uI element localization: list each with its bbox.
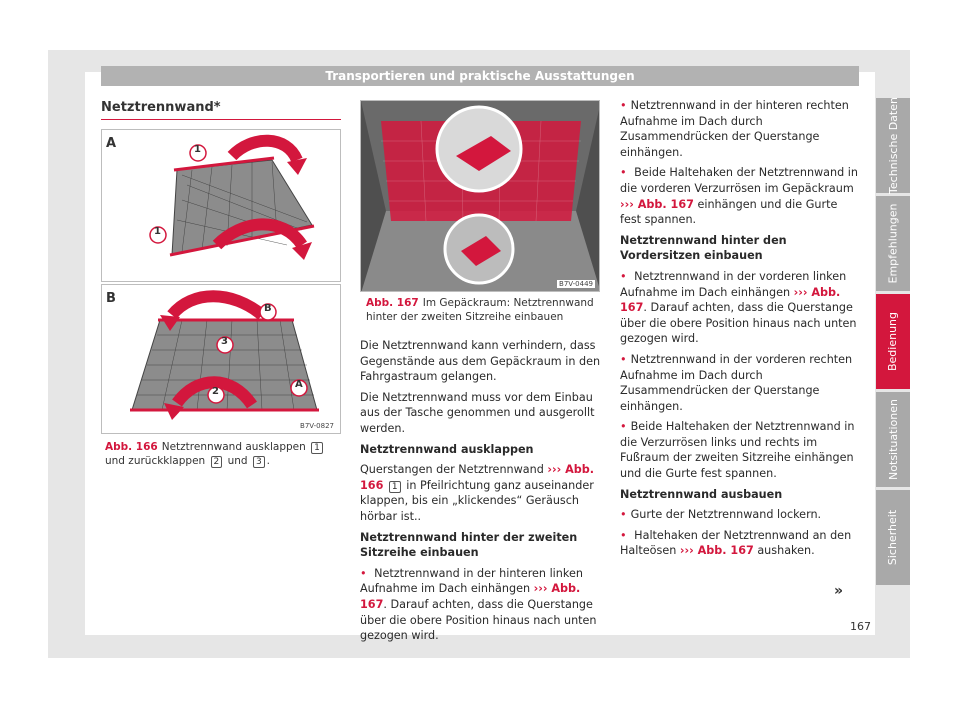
- subheading: Netztrennwand ausklappen: [360, 442, 534, 456]
- paragraph: Die Netztrennwand kann verhindern, dass Gegenstände aus dem Gepäckraum in den Fahrgastraum gelangen.: [360, 339, 601, 384]
- text-run: in Pfeilrichtung ganz auseinander klappen, bis ein „klickendes“ Geräusch hörbar ist..: [360, 478, 594, 523]
- tab-bedienung[interactable]: [876, 294, 910, 389]
- inline-marker-1: 1: [389, 481, 401, 493]
- caption-text: und zurückklappen: [105, 455, 206, 467]
- title-divider: [101, 119, 341, 120]
- figure-167: [360, 100, 600, 292]
- caption-marker-2: 2: [211, 456, 223, 468]
- cargo-area-illustration: [361, 101, 600, 292]
- figure-reference-link[interactable]: ››› Abb. 166: [360, 463, 595, 492]
- figure-reference-link[interactable]: ››› Abb. 167: [620, 197, 694, 211]
- text-run: . Darauf achten, dass die Querstange über die obere Position hinaus nach unten gezogen wird.: [620, 301, 857, 346]
- figure-reference-link[interactable]: ››› Abb. 167: [620, 285, 841, 315]
- subheading: Netztrennwand hinter den Vordersitzen einbauen: [620, 233, 787, 263]
- panel-b-label: B: [106, 291, 116, 306]
- list-item: • Netztrennwand in der vorderen rechten Aufnahme im Dach durch Zusammendrücken der Querstange einhängen.: [620, 352, 860, 414]
- subheading: Netztrennwand ausbauen: [620, 487, 783, 501]
- tab-notsituationen[interactable]: [876, 392, 910, 487]
- figure-code: B7V-0449: [559, 280, 593, 288]
- text-run: Netztrennwand in der vorderen linken Aufnahme im Dach einhängen: [620, 269, 847, 299]
- tab-label: Sicherheit: [886, 509, 900, 566]
- tab-sicherheit[interactable]: [876, 490, 910, 585]
- page-header: Transportieren und praktische Ausstattungen: [101, 66, 859, 86]
- text-run: . Darauf achten, dass die Querstange über die obere Position hinaus nach unten gezogen wird.: [360, 597, 597, 643]
- paragraph: [360, 462, 602, 524]
- list-item: [620, 528, 860, 559]
- tab-label: Bedienung: [886, 311, 900, 372]
- list-item: • Netztrennwand in der hinteren rechten Aufnahme im Dach durch Zusammendrücken der Querstange einhängen.: [620, 98, 860, 160]
- marker-3: 3: [221, 336, 228, 347]
- list-item: [620, 269, 860, 347]
- marker-1-top: 1: [194, 144, 201, 155]
- caption-text: Netztrennwand ausklappen: [161, 441, 306, 453]
- net-unfold-illustration: [102, 130, 341, 282]
- subheading: Netztrennwand hinter der zweiten Sitzreihe einbauen: [360, 530, 578, 560]
- tab-empfehlungen[interactable]: [876, 196, 910, 291]
- text-run: Netztrennwand in der hinteren linken Aufnahme im Dach einhängen: [360, 566, 583, 596]
- marker-2: 2: [212, 386, 219, 397]
- page-number: 167: [850, 620, 871, 633]
- caption-text: .: [266, 455, 271, 467]
- paragraph: Die Netztrennwand muss vor dem Einbau aus der Tasche genommen und ausgerollt werden.: [360, 390, 595, 435]
- tab-label: Notsituationen: [886, 399, 900, 480]
- figure-166-panel-b: [101, 284, 341, 434]
- list-item: • Beide Haltehaken der Netztrennwand in die Verzurrösen links und rechts im Fußraum der zweiten Sitzreihe einhängen und die Gurte fest spannen.: [620, 419, 860, 481]
- figure-reference-link[interactable]: ››› Abb. 167: [679, 544, 754, 558]
- net-fold-illustration: [102, 285, 341, 434]
- text-column-2: [360, 338, 602, 649]
- text-run: Haltehaken der Netztrennwand an den Halteösen: [620, 528, 852, 558]
- text-run: Querstangen der Netztrennwand: [360, 463, 544, 477]
- list-item: [620, 165, 860, 227]
- text-run: aushaken.: [757, 544, 815, 558]
- caption-marker-1: 1: [311, 442, 323, 454]
- figure-166-caption: [105, 440, 341, 468]
- figure-166-panel-a: [101, 129, 341, 282]
- figure-167-caption: [366, 296, 602, 324]
- figure-code: B7V-0827: [300, 422, 334, 430]
- section-title: Netztrennwand*: [101, 100, 221, 115]
- list-item: [360, 566, 602, 644]
- continue-marker: »: [834, 583, 844, 599]
- marker-b: B: [264, 303, 272, 314]
- marker-1-bottom: 1: [154, 226, 161, 237]
- caption-text: und: [227, 455, 248, 467]
- marker-a: A: [295, 379, 303, 390]
- caption-marker-3: 3: [253, 456, 265, 468]
- panel-a-label: A: [106, 136, 117, 151]
- text-run: einhängen und die Gurte fest spannen.: [620, 197, 838, 227]
- caption-number: Abb. 166: [105, 441, 158, 453]
- text-column-3: [620, 98, 860, 564]
- tab-label: Empfehlungen: [886, 203, 900, 284]
- tab-technische-daten[interactable]: [876, 98, 910, 193]
- text-run: Beide Haltehaken der Netztrennwand in die vorderen Verzurrösen im Gepäckraum: [620, 166, 858, 195]
- caption-number: Abb. 167: [366, 297, 419, 309]
- tab-label: Technische Daten: [886, 97, 900, 194]
- list-item: • Gurte der Netztrennwand lockern.: [620, 507, 860, 523]
- caption-text: Im Gepäckraum: Netztrennwand hinter der zweiten Sitzreihe einbauen: [366, 297, 594, 323]
- figure-reference-link[interactable]: ››› Abb. 167: [360, 582, 581, 611]
